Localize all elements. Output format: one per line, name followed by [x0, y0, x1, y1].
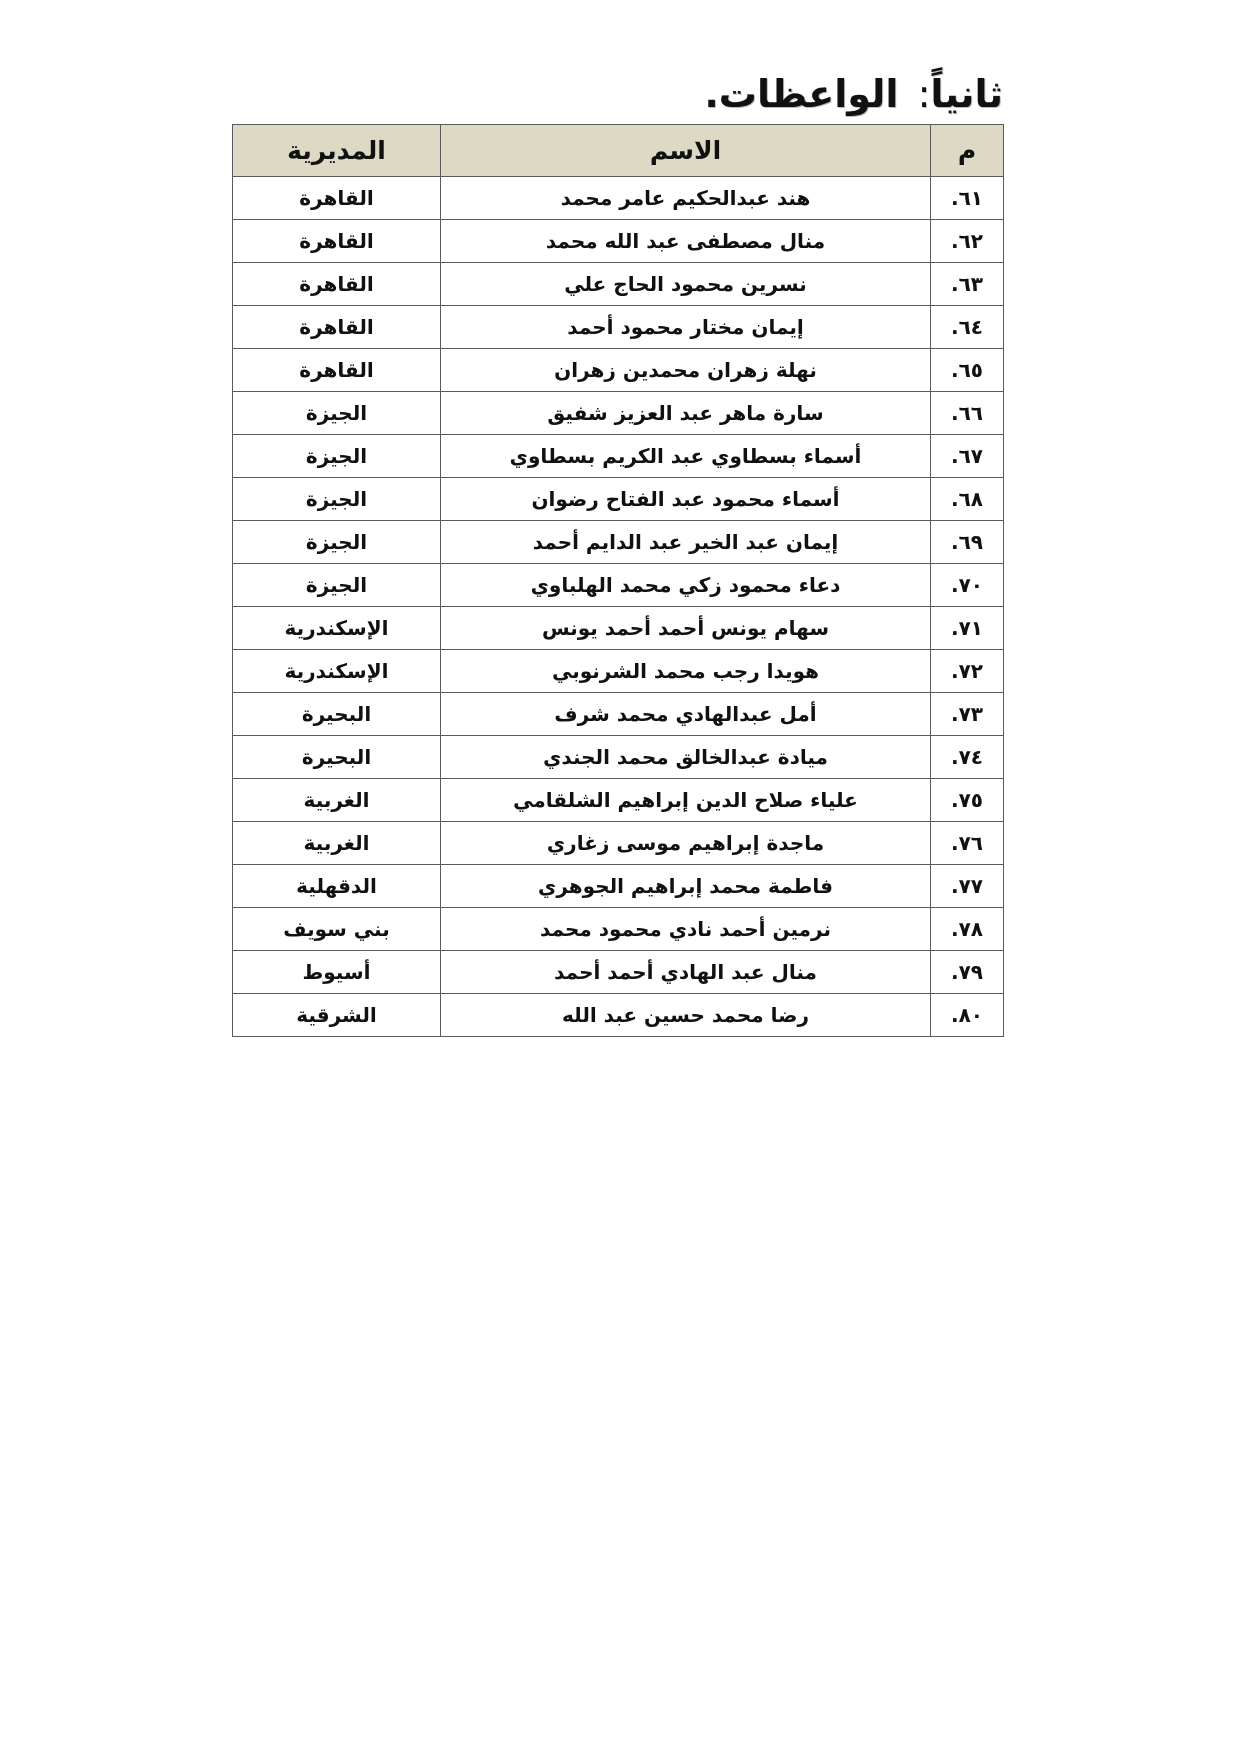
section-title-prefix: ثانياً	[930, 72, 1003, 116]
row-name: أسماء محمود عبد الفتاح رضوان	[441, 478, 931, 521]
section-title-end: .	[704, 72, 719, 116]
row-directorate: بني سويف	[233, 908, 441, 951]
table-row	[233, 220, 1004, 263]
row-name: نهلة زهران محمدين زهران	[441, 349, 931, 392]
row-name: أمل عبدالهادي محمد شرف	[441, 693, 931, 736]
section-title	[704, 68, 1003, 120]
header-number: م	[931, 125, 1004, 177]
row-name: هويدا رجب محمد الشرنوبي	[441, 650, 931, 693]
row-name: ماجدة إبراهيم موسى زغاري	[441, 822, 931, 865]
header-name: الاسم	[441, 125, 931, 177]
row-name: علياء صلاح الدين إبراهيم الشلقامي	[441, 779, 931, 822]
table-row	[233, 908, 1004, 951]
table-row	[233, 263, 1004, 306]
row-name: ميادة عبدالخالق محمد الجندي	[441, 736, 931, 779]
row-number: ٦٦.	[931, 392, 1004, 435]
row-directorate: الجيزة	[233, 478, 441, 521]
table-header-row	[233, 125, 1004, 177]
row-name: هند عبدالحكيم عامر محمد	[441, 177, 931, 220]
row-number: ٧٧.	[931, 865, 1004, 908]
table-row	[233, 650, 1004, 693]
row-number: ٧٢.	[931, 650, 1004, 693]
row-name: نسرين محمود الحاج علي	[441, 263, 931, 306]
row-directorate: الجيزة	[233, 392, 441, 435]
table-row	[233, 478, 1004, 521]
section-title-separator: :	[917, 72, 931, 116]
row-name: نرمين أحمد نادي محمود محمد	[441, 908, 931, 951]
row-name: رضا محمد حسين عبد الله	[441, 994, 931, 1037]
row-number: ٧١.	[931, 607, 1004, 650]
row-name: أسماء بسطاوي عبد الكريم بسطاوي	[441, 435, 931, 478]
row-directorate: القاهرة	[233, 349, 441, 392]
row-directorate: القاهرة	[233, 263, 441, 306]
row-number: ٧٠.	[931, 564, 1004, 607]
row-directorate: الإسكندرية	[233, 650, 441, 693]
table-row	[233, 951, 1004, 994]
row-number: ٧٨.	[931, 908, 1004, 951]
table-row	[233, 779, 1004, 822]
row-directorate: البحيرة	[233, 693, 441, 736]
row-number: ٧٤.	[931, 736, 1004, 779]
row-directorate: الغربية	[233, 779, 441, 822]
row-directorate: الشرقية	[233, 994, 441, 1037]
row-directorate: الجيزة	[233, 521, 441, 564]
row-number: ٦١.	[931, 177, 1004, 220]
table-row	[233, 177, 1004, 220]
table-row	[233, 306, 1004, 349]
row-directorate: الجيزة	[233, 564, 441, 607]
table-header	[233, 125, 1004, 177]
table-row	[233, 564, 1004, 607]
row-number: ٧٦.	[931, 822, 1004, 865]
table-row	[233, 865, 1004, 908]
row-number: ٦٥.	[931, 349, 1004, 392]
row-name: سارة ماهر عبد العزيز شفيق	[441, 392, 931, 435]
row-name: منال عبد الهادي أحمد أحمد	[441, 951, 931, 994]
row-number: ٦٢.	[931, 220, 1004, 263]
table-row	[233, 392, 1004, 435]
table-row	[233, 435, 1004, 478]
row-directorate: الغربية	[233, 822, 441, 865]
row-name: إيمان مختار محمود أحمد	[441, 306, 931, 349]
table-row	[233, 349, 1004, 392]
row-number: ٧٥.	[931, 779, 1004, 822]
row-directorate: القاهرة	[233, 220, 441, 263]
row-name: فاطمة محمد إبراهيم الجوهري	[441, 865, 931, 908]
row-directorate: الإسكندرية	[233, 607, 441, 650]
table-row	[233, 822, 1004, 865]
row-name: إيمان عبد الخير عبد الدايم أحمد	[441, 521, 931, 564]
row-number: ٧٣.	[931, 693, 1004, 736]
row-number: ٨٠.	[931, 994, 1004, 1037]
row-name: سهام يونس أحمد أحمد يونس	[441, 607, 931, 650]
header-directorate: المديرية	[233, 125, 441, 177]
row-directorate: أسيوط	[233, 951, 441, 994]
row-directorate: القاهرة	[233, 306, 441, 349]
row-number: ٦٤.	[931, 306, 1004, 349]
table-row	[233, 994, 1004, 1037]
row-directorate: الجيزة	[233, 435, 441, 478]
table-row	[233, 693, 1004, 736]
row-number: ٦٩.	[931, 521, 1004, 564]
table-row	[233, 521, 1004, 564]
row-directorate: الدقهلية	[233, 865, 441, 908]
table-row	[233, 736, 1004, 779]
row-number: ٦٧.	[931, 435, 1004, 478]
row-number: ٦٣.	[931, 263, 1004, 306]
preachers-table	[232, 124, 1004, 1037]
table-body	[233, 177, 1004, 1037]
row-directorate: القاهرة	[233, 177, 441, 220]
row-name: منال مصطفى عبد الله محمد	[441, 220, 931, 263]
table-row	[233, 607, 1004, 650]
section-title-main: الواعظات	[718, 72, 899, 116]
row-directorate: البحيرة	[233, 736, 441, 779]
row-number: ٧٩.	[931, 951, 1004, 994]
row-name: دعاء محمود زكي محمد الهلباوي	[441, 564, 931, 607]
row-number: ٦٨.	[931, 478, 1004, 521]
